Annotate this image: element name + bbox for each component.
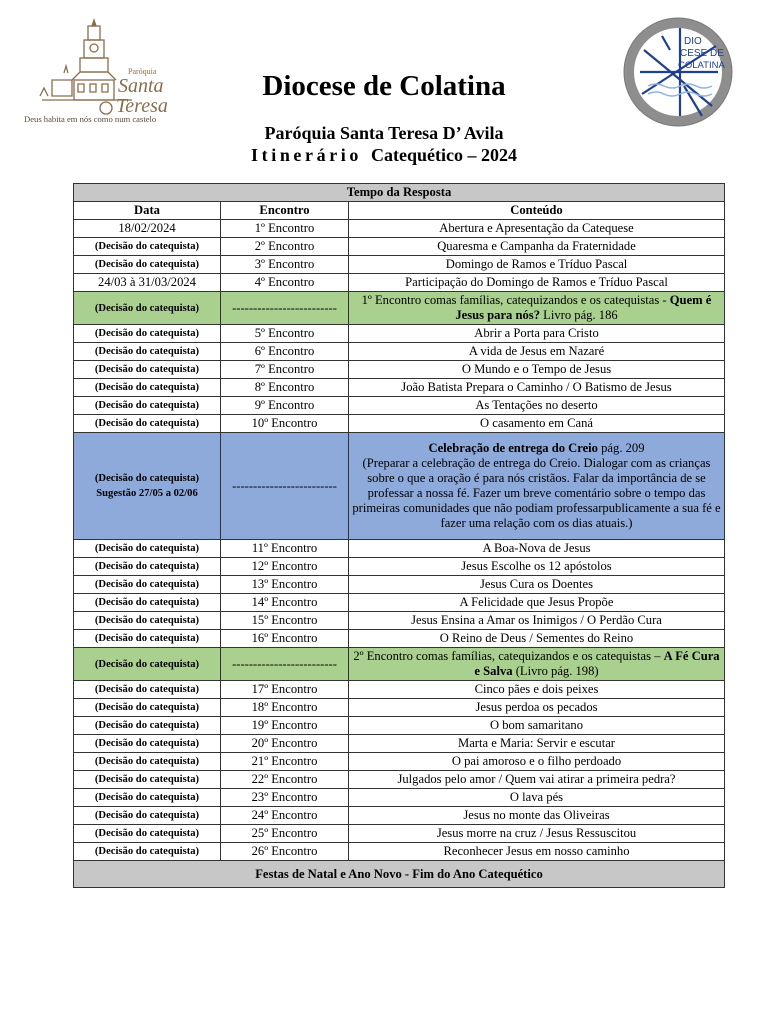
table-row <box>74 612 725 630</box>
content-bold: Quem é Jesus para nós? <box>455 293 712 322</box>
row-content: O casamento em Caná <box>349 415 725 433</box>
content-text: (Preparar a celebração de entrega do Creio. Dialogar com as crianças sobre o que a oração é para nós cristãos. Falar da importância de se professar a nossa fé. Fazer um breve comentário sobre o tempo das primeiras comunidades que não podiam professarpublicamente a sua fé e fazer uma relação com os dias atuais.) <box>352 456 721 530</box>
table-row <box>74 343 725 361</box>
itinerary-year: Catequético – 2024 <box>371 145 517 165</box>
content-text: 2º Encontro comas famílias, catequizandos e os catequistas – <box>353 649 664 663</box>
table-row <box>74 256 725 274</box>
row-encounter: 18º Encontro <box>221 699 349 717</box>
family-meeting-row <box>74 648 725 681</box>
row-content: Jesus Ensina a Amar os Inimigos / O Perdão Cura <box>349 612 725 630</box>
row-encounter: 23º Encontro <box>221 789 349 807</box>
row-date: (Decisão do catequista) <box>74 415 221 433</box>
column-header-content: Conteúdo <box>349 202 725 220</box>
content-text: (Livro pág. 198) <box>512 664 599 678</box>
row-content <box>349 648 725 681</box>
row-encounter: ------------------------- <box>221 648 349 681</box>
row-content: Jesus Escolhe os 12 apóstolos <box>349 558 725 576</box>
table-row <box>74 630 725 648</box>
row-encounter: 13º Encontro <box>221 576 349 594</box>
row-date: (Decisão do catequista) <box>74 558 221 576</box>
table-row <box>74 576 725 594</box>
column-header-encounter: Encontro <box>221 202 349 220</box>
content-text: Livro pág. 186 <box>540 308 618 322</box>
row-content: Abrir a Porta para Cristo <box>349 325 725 343</box>
content-text: 1º Encontro comas famílias, catequizandos e os catequistas - <box>361 293 670 307</box>
row-content: Reconhecer Jesus em nosso caminho <box>349 843 725 861</box>
creed-celebration-row <box>74 433 725 540</box>
row-content: As Tentações no deserto <box>349 397 725 415</box>
table-row <box>74 238 725 256</box>
row-encounter: 25º Encontro <box>221 825 349 843</box>
row-content: Marta e Maria: Servir e escutar <box>349 735 725 753</box>
row-content: A Felicidade que Jesus Propõe <box>349 594 725 612</box>
row-date: (Decisão do catequista) <box>74 735 221 753</box>
table-row <box>74 681 725 699</box>
content-bold: Celebração de entrega do Creio <box>428 441 598 455</box>
row-date: (Decisão do catequista) <box>74 325 221 343</box>
row-content: O bom samaritano <box>349 717 725 735</box>
row-date: (Decisão do catequista) <box>74 379 221 397</box>
row-date: (Decisão do catequista) <box>74 238 221 256</box>
itinerary-heading <box>0 145 768 166</box>
table-row <box>74 717 725 735</box>
row-date: (Decisão do catequista) <box>74 807 221 825</box>
row-date: (Decisão do catequista) <box>74 648 221 681</box>
svg-text:Deus habita em nós como num ca: Deus habita em nós como num castelo <box>24 114 157 123</box>
svg-text:DIO: DIO <box>684 36 702 47</box>
table-row <box>74 771 725 789</box>
table-row <box>74 397 725 415</box>
row-date-suggestion: Sugestão 27/05 a 02/06 <box>96 488 198 499</box>
row-date: (Decisão do catequista) <box>74 825 221 843</box>
svg-text:COLATINA: COLATINA <box>678 60 725 71</box>
row-content: Participação do Domingo de Ramos e Tríduo Pascal <box>349 274 725 292</box>
table-row <box>74 274 725 292</box>
row-encounter: 7º Encontro <box>221 361 349 379</box>
row-content: Cinco pães e dois peixes <box>349 681 725 699</box>
row-encounter: 21º Encontro <box>221 753 349 771</box>
row-encounter: 19º Encontro <box>221 717 349 735</box>
table-row <box>74 699 725 717</box>
row-date: 18/02/2024 <box>74 220 221 238</box>
table-row <box>74 540 725 558</box>
row-date: (Decisão do catequista) <box>74 789 221 807</box>
row-content: Jesus no monte das Oliveiras <box>349 807 725 825</box>
row-date: (Decisão do catequista) <box>74 612 221 630</box>
row-encounter: 17º Encontro <box>221 681 349 699</box>
table-footer: Festas de Natal e Ano Novo - Fim do Ano Catequético <box>74 861 725 888</box>
table-row <box>74 789 725 807</box>
row-encounter: 12º Encontro <box>221 558 349 576</box>
row-date: 24/03 à 31/03/2024 <box>74 274 221 292</box>
content-text: pág. 209 <box>597 441 645 455</box>
row-encounter: 1º Encontro <box>221 220 349 238</box>
row-content: O Mundo e o Tempo de Jesus <box>349 361 725 379</box>
row-encounter: 10º Encontro <box>221 415 349 433</box>
table-row <box>74 379 725 397</box>
row-encounter: 11º Encontro <box>221 540 349 558</box>
row-date: (Decisão do catequista) <box>74 397 221 415</box>
row-encounter: 2º Encontro <box>221 238 349 256</box>
row-encounter: 4º Encontro <box>221 274 349 292</box>
itinerary-word: Itinerário <box>251 145 362 165</box>
row-content: Jesus perdoa os pecados <box>349 699 725 717</box>
table-row <box>74 220 725 238</box>
row-date <box>74 433 221 540</box>
row-date: (Decisão do catequista) <box>74 753 221 771</box>
row-content: Julgados pelo amor / Quem vai atirar a primeira pedra? <box>349 771 725 789</box>
row-encounter: 9º Encontro <box>221 397 349 415</box>
row-encounter: ------------------------- <box>221 433 349 540</box>
row-date: (Decisão do catequista) <box>74 256 221 274</box>
table-row <box>74 558 725 576</box>
row-encounter: 20º Encontro <box>221 735 349 753</box>
content-bold: A Fé Cura e Salva <box>474 649 720 678</box>
row-date: (Decisão do catequista) <box>74 540 221 558</box>
row-date: (Decisão do catequista) <box>74 361 221 379</box>
svg-text:Santa: Santa <box>118 75 164 97</box>
table-row <box>74 807 725 825</box>
row-content: Domingo de Ramos e Tríduo Pascal <box>349 256 725 274</box>
row-encounter: 26º Encontro <box>221 843 349 861</box>
row-date: (Decisão do catequista) <box>74 681 221 699</box>
row-encounter: 6º Encontro <box>221 343 349 361</box>
row-encounter: ------------------------- <box>221 292 349 325</box>
table-row <box>74 361 725 379</box>
table-row <box>74 753 725 771</box>
row-date: (Decisão do catequista) <box>74 699 221 717</box>
row-content: O Reino de Deus / Sementes do Reino <box>349 630 725 648</box>
row-date: (Decisão do catequista) <box>74 630 221 648</box>
section-title: Tempo da Resposta <box>74 184 725 202</box>
row-date: (Decisão do catequista) <box>74 292 221 325</box>
table-row <box>74 415 725 433</box>
table-row <box>74 843 725 861</box>
table-row <box>74 325 725 343</box>
svg-text:Paróquia: Paróquia <box>128 67 157 76</box>
row-content: Abertura e Apresentação da Catequese <box>349 220 725 238</box>
row-content: Quaresma e Campanha da Fraternidade <box>349 238 725 256</box>
row-date: (Decisão do catequista) <box>74 343 221 361</box>
row-date: (Decisão do catequista) <box>74 717 221 735</box>
row-content: A Boa-Nova de Jesus <box>349 540 725 558</box>
table-row <box>74 594 725 612</box>
row-content <box>349 433 725 540</box>
family-meeting-row <box>74 292 725 325</box>
row-encounter: 15º Encontro <box>221 612 349 630</box>
row-content: O pai amoroso e o filho perdoado <box>349 753 725 771</box>
row-content: Jesus Cura os Doentes <box>349 576 725 594</box>
row-encounter: 8º Encontro <box>221 379 349 397</box>
parish-name: Paróquia Santa Teresa D’ Avila <box>264 123 504 143</box>
row-date: (Decisão do catequista) <box>74 843 221 861</box>
row-encounter: 22º Encontro <box>221 771 349 789</box>
table-row <box>74 825 725 843</box>
catechesis-schedule-table <box>73 183 725 888</box>
row-content <box>349 292 725 325</box>
row-encounter: 16º Encontro <box>221 630 349 648</box>
row-date-line: (Decisão do catequista) <box>94 473 200 484</box>
row-date: (Decisão do catequista) <box>74 771 221 789</box>
row-encounter: 14º Encontro <box>221 594 349 612</box>
row-encounter: 24º Encontro <box>221 807 349 825</box>
row-date: (Decisão do catequista) <box>74 576 221 594</box>
row-content: Jesus morre na cruz / Jesus Ressuscitou <box>349 825 725 843</box>
row-content: O lava pés <box>349 789 725 807</box>
row-encounter: 3º Encontro <box>221 256 349 274</box>
svg-text:Teresa: Teresa <box>116 95 168 117</box>
table-row <box>74 735 725 753</box>
svg-text:CESE DE: CESE DE <box>680 48 724 59</box>
row-content: João Batista Prepara o Caminho / O Batismo de Jesus <box>349 379 725 397</box>
column-header-date: Data <box>74 202 221 220</box>
document-title: Diocese de Colatina <box>262 70 506 102</box>
row-content: A vida de Jesus em Nazaré <box>349 343 725 361</box>
row-date: (Decisão do catequista) <box>74 594 221 612</box>
row-encounter: 5º Encontro <box>221 325 349 343</box>
